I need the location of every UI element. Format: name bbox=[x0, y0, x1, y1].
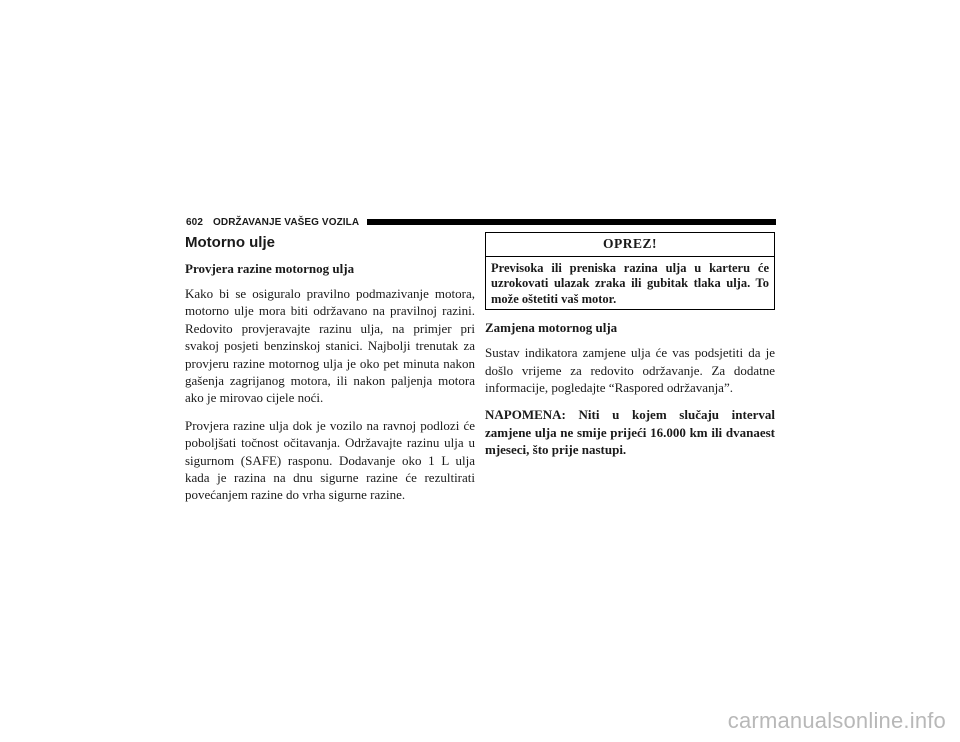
left-column bbox=[185, 232, 475, 514]
section-title: ODRŽAVANJE VAŠEG VOZILA bbox=[213, 216, 360, 228]
header-rule bbox=[367, 219, 776, 225]
oil-change-paragraph: Sustav indikatora zamjene ulja će vas podsjetiti da je došlo vrijeme za redovito održavanje. Za dodatne informacije, pogledajte “Raspored održavanja”. bbox=[485, 345, 775, 396]
oil-level-check-subheading: Provjera razine motornog ulja bbox=[185, 261, 355, 276]
caution-title: OPREZ! bbox=[486, 233, 774, 257]
oil-change-subheading: Zamjena motornog ulja bbox=[485, 320, 618, 336]
oil-check-paragraph-1: Kako bi se osiguralo pravilno podmazivanje motora, motorno ulje mora biti održavano na pravilnoj razini. Redovito provjeravajte razinu ulja, na primjer pri svakoj posjeti benzinskoj stanici. Najbolji trenutak za provjeru razine motornog ulja je oko pet minuta nakon gašenja zagrijanog motora, ili nakon paljenja motora ako je mirovao cijele noći. bbox=[185, 286, 475, 406]
page-header bbox=[186, 215, 776, 229]
motor-oil-heading: Motorno ulje bbox=[185, 234, 275, 251]
right-column bbox=[485, 232, 775, 469]
site-watermark: carmanualsonline.info bbox=[727, 708, 946, 733]
oil-check-paragraph-2: Provjera razine ulja dok je vozilo na ravnoj podlozi će poboljšati točnost očitavanja. Održavajte razinu ulja u sigurnom (SAFE) rasponu. Dodavanje oko 1 L ulja kada je razina na dnu sigurne razine će rezultirati povećanjem razine do vrha sigurne razine. bbox=[185, 417, 475, 503]
caution-box bbox=[485, 232, 775, 310]
page-number: 602 bbox=[186, 216, 203, 228]
oil-change-note: NAPOMENA: Niti u kojem slučaju interval zamjene ulja ne smije prijeći 16.000 km ili dvanaest mjeseci, što prije nastupi. bbox=[485, 407, 775, 458]
caution-text: Previsoka ili preniska razina ulja u karteru će uzrokovati ulazak zraka ili gubitak tlaka ulja. To može oštetiti vaš motor. bbox=[491, 261, 769, 306]
